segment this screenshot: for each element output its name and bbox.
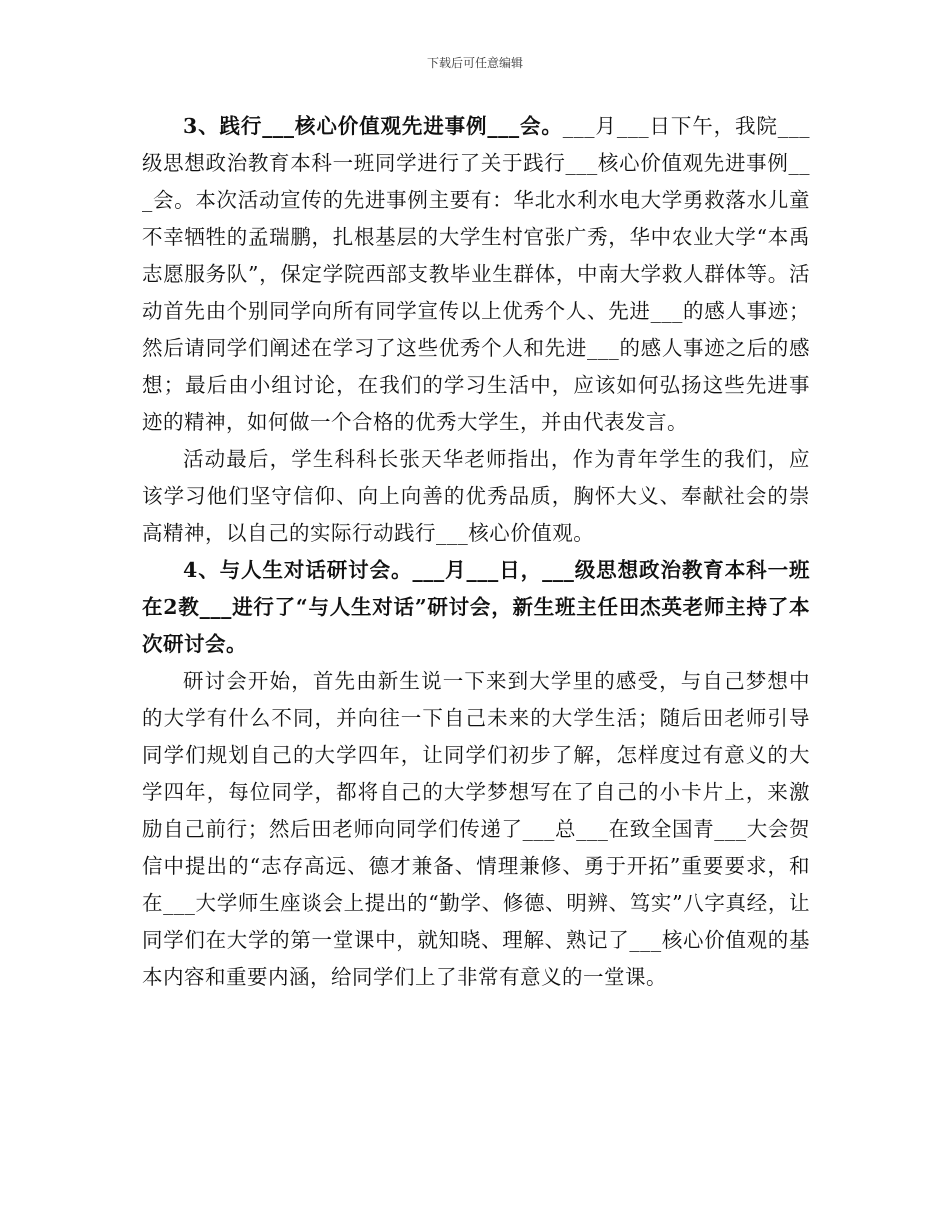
paragraph-activity-4-detail (142, 663, 810, 996)
document-body (142, 108, 810, 996)
section-heading-4: 4、与人生对话研讨会。___月___日，___级思想政治教育本科一班在2教___进行了“与人生对话”研讨会，新生班主任田杰英老师主持了本次研讨会。 (142, 558, 810, 656)
section-heading-3: 3、践行___核心价值观先进事例___会。 (183, 114, 563, 138)
paragraph-text: 研讨会开始，首先由新生说一下来到大学里的感受，与自己梦想中的大学有什么不同，并向往一下自己未来的大学生活；随后田老师引导同学们规划自己的大学四年，让同学们初步了解，怎样度过有意义的大学四年，每位同学，都将自己的大学梦想写在了自己的小卡片上，来激励自己前行；然后田老师向同学们传递了___总___在致全国青___大会贺信中提出的“志存高远、德才兼备、情理兼修、勇于开拓”重要要求，和在___大学师生座谈会上提出的“勤学、修德、明辨、笃实”八字真经，让同学们在大学的第一堂课中，就知晓、理解、熟记了___核心价值观的基本内容和重要内涵，给同学们上了非常有意义的一堂课。 (142, 669, 810, 989)
paragraph-activity-4 (142, 552, 810, 663)
paragraph-activity-3 (142, 108, 810, 441)
page-header-note: 下载后可任意编辑 (426, 56, 523, 70)
paragraph-text: ___月___日下午，我院___级思想政治教育本科一班同学进行了关于践行___核心价值观先进事例___会。本次活动宣传的先进事例主要有：华北水利水电大学勇救落水儿童不幸牺牲的孟瑞鹏，扎根基层的大学生村官张广秀，华中农业大学“本禹志愿服务队”，保定学院西部支教毕业生群体，中南大学救人群体等。活动首先由个别同学向所有同学宣传以上优秀个人、先进___的感人事迹；然后请同学们阐述在学习了这些优秀个人和先进___的感人事迹之后的感想；最后由小组讨论，在我们的学习生活中，应该如何弘扬这些先进事迹的精神，如何做一个合格的优秀大学生，并由代表发言。 (142, 114, 811, 434)
paragraph-text: 活动最后，学生科科长张天华老师指出，作为青年学生的我们，应该学习他们坚守信仰、向上向善的优秀品质，胸怀大义、奉献社会的崇高精神，以自己的实际行动践行___核心价值观。 (142, 447, 810, 545)
paragraph-activity-3-conclusion (142, 441, 810, 552)
